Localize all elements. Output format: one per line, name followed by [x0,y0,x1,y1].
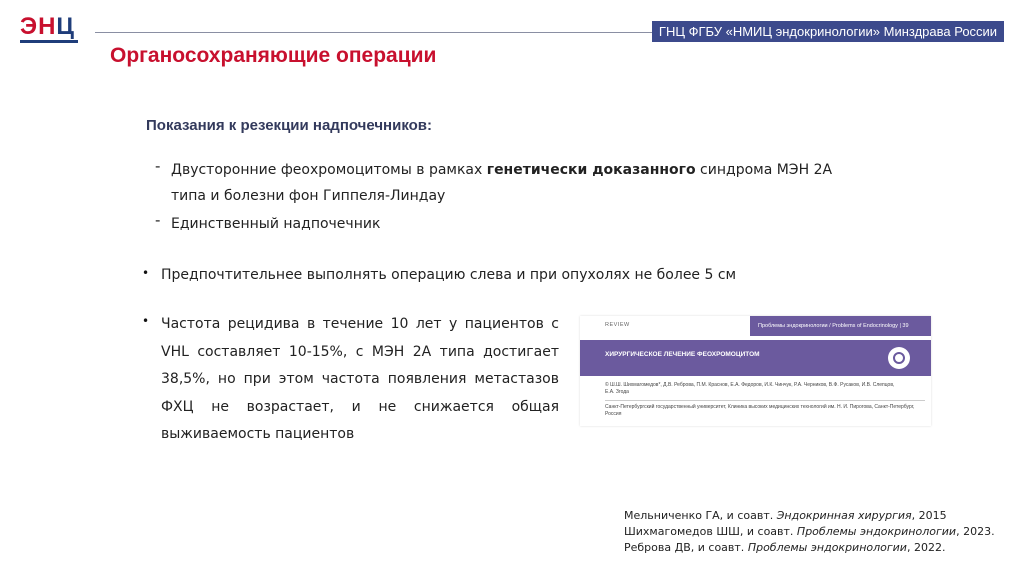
logo: ЭНЦ [20,13,75,40]
article-authors: © Ш.Ш. Шихмагомедов*, Д.В. Реброва, П.М. Краснов, Е.А. Федоров, И.К. Чинчук, Р.А. Черников, В.Ф. Русаков, И.В. Слепцов, Е.А. Згода [605,382,895,395]
article-divider [605,400,925,401]
article-thumbnail [580,316,931,426]
bullet-left-side-operation: Предпочтительнее выполнять операцию слева и при опухолях не более 5 см [161,267,737,283]
dash-item-line: типа и болезни фон Гиппеля-Линдау [171,188,446,204]
reference-item: Шихмагомедов ШШ, и соавт. Проблемы эндокринологии, 2023. [624,525,995,538]
reference-item: Реброва ДВ, и соавт. Проблемы эндокринологии, 2022. [624,541,946,554]
bullet-marker: • [142,314,150,328]
logo-underline [20,40,78,43]
bullet-marker: • [142,266,150,280]
article-section: REVIEW [605,322,630,328]
bullet-recurrence-rate: Частота рецидива в течение 10 лет у пациентов с VHL составляет 10-15%, с МЭН 2А типа достигает 38,5%, но при этом частота появления метастазов ФХЦ не возрастает, и не снижается общая выживаемость пациентов [161,316,559,442]
dash-item-line: Единственный надпочечник [171,216,381,232]
organization-badge: ГНЦ ФГБУ «НМИЦ эндокринологии» Минздрава России [652,21,1004,42]
article-title: ХИРУРГИЧЕСКОЕ ЛЕЧЕНИЕ ФЕОХРОМОЦИТОМ [605,351,760,358]
article-journal: Проблемы эндокринологии / Problems of Endocrinology | 39 [750,316,931,336]
dash-item-single-adrenal [171,211,380,237]
slide-subtitle: Показания к резекции надпочечников: [146,117,433,134]
dash-marker: - [155,211,161,229]
article-affiliation: Санкт-Петербургский государственный университет, Клиника высоких медицинских технологий им. Н. И. Пирогова, Санкт-Петербург, Россия [605,404,915,417]
references [624,508,995,556]
dash-marker: - [155,157,161,175]
dash-item-line: Двусторонние феохромоцитомы в рамках генетически доказанного синдрома МЭН 2А [171,162,833,178]
journal-emblem-icon [888,347,910,369]
dash-item-bilateral [171,157,832,209]
article-title-bar [580,340,931,376]
header-divider [95,32,655,33]
slide-title: Органосохраняющие операции [110,44,437,67]
reference-item: Мельниченко ГА, и соавт. Эндокринная хирургия, 2015 [624,509,947,522]
